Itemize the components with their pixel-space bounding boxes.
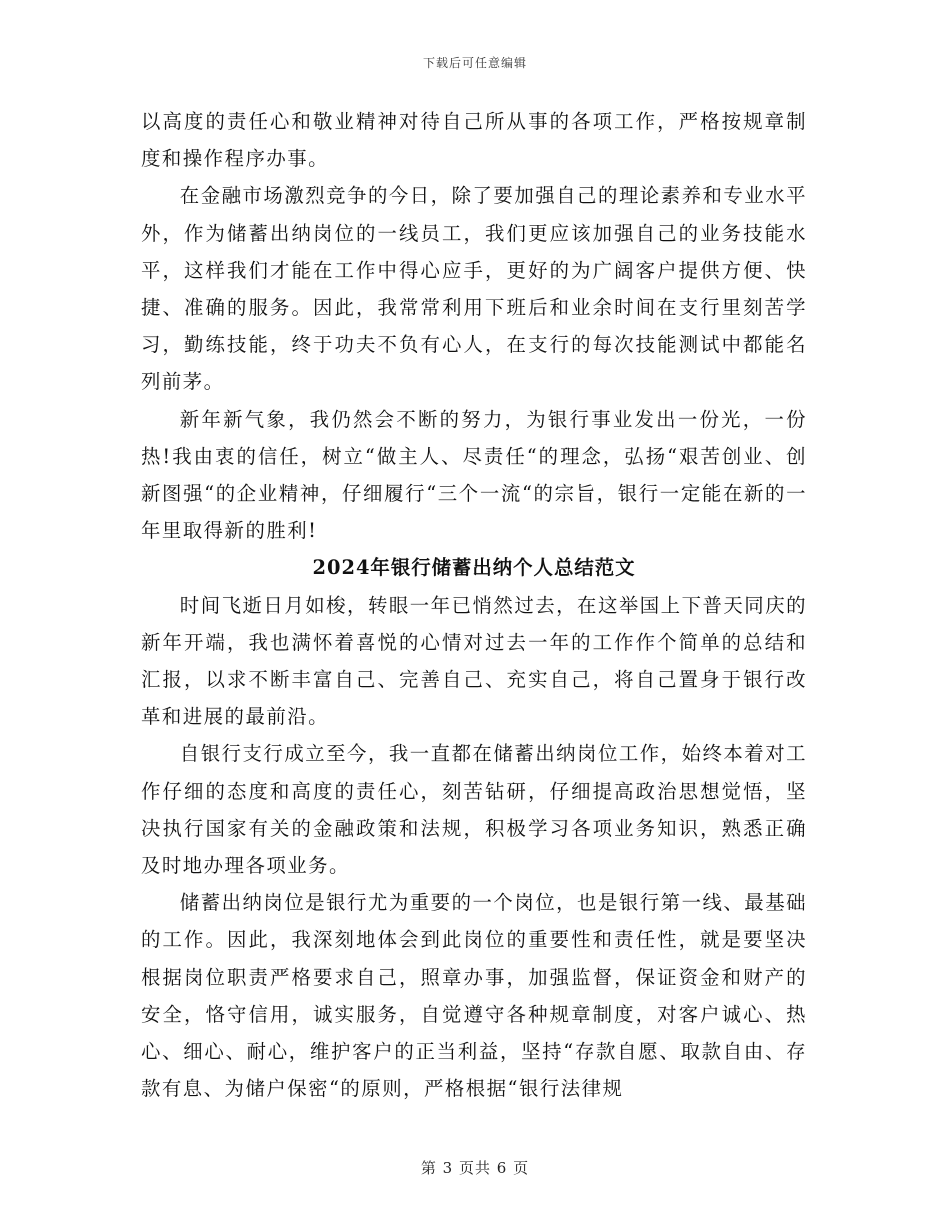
page-number: 第 3 页共 6 页 [420,1159,530,1177]
paragraph-continuation: 以高度的责任心和敬业精神对待自己所从事的各项工作，严格按规章制度和操作程序办事。 [141,110,807,171]
paragraph: 新年新气象，我仍然会不断的努力，为银行事业发出一份光，一份热!我由衷的信任，树立“做主人、尽责任“的理念，弘扬“艰苦创业、创新图强“的企业精神，仔细履行“三个一流“的宗旨，银行一定能在新的一年里取得新的胜利! [141,407,807,543]
section-title: 2024年银行储蓄出纳个人总结范文 [312,556,636,580]
paragraph: 在金融市场激烈竞争的今日，除了要加强自己的理论素养和专业水平外，作为储蓄出纳岗位的一线员工，我们更应该加强自己的业务技能水平，这样我们才能在工作中得心应手，更好的为广阔客户提供方便、快捷、准确的服务。因此，我常常利用下班后和业余时间在支行里刻苦学习，勤练技能，终于功夫不负有心人，在支行的每次技能测试中都能名列前茅。 [141,184,807,394]
paragraph: 时间飞逝日月如梭，转眼一年已悄然过去，在这举国上下普天同庆的新年开端，我也满怀着喜悦的心情对过去一年的工作作个简单的总结和汇报，以求不断丰富自己、完善自己、充实自己，将自己置身于银行改革和进展的最前沿。 [141,593,807,729]
paragraph: 自银行支行成立至今，我一直都在储蓄出纳岗位工作，始终本着对工作仔细的态度和高度的责任心，刻苦钻研，仔细提高政治思想觉悟，坚决执行国家有关的金融政策和法规，积极学习各项业务知识，熟悉正确及时地办理各项业务。 [141,742,807,878]
page-header: 下载后可任意编辑 [422,56,527,70]
paragraph: 储蓄出纳岗位是银行尤为重要的一个岗位，也是银行第一线、最基础的工作。因此，我深刻地体会到此岗位的重要性和责任性，就是要坚决根据岗位职责严格要求自己，照章办事，加强监督，保证资金和财产的安全，恪守信用，诚实服务，自觉遵守各种规章制度，对客户诚心、热心、细心、耐心，维护客户的正当利益，坚持“存款自愿、取款自由、存款有息、为储户保密“的原则，严格根据“银行法律规 [141,891,807,1101]
document-body [141,103,807,1107]
